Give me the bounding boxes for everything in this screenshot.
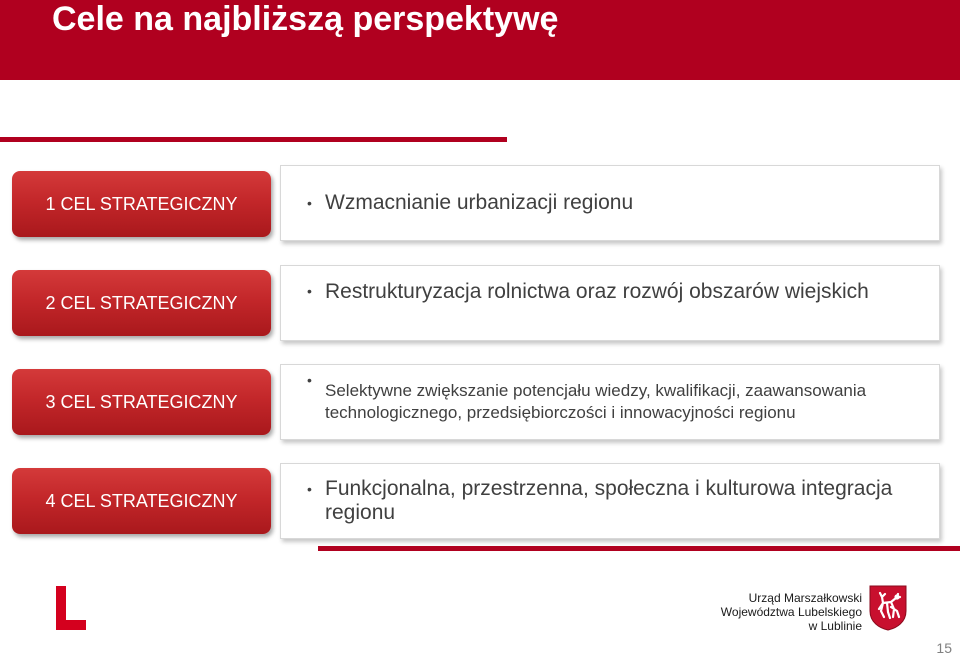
divider-top [0, 137, 507, 142]
bullet-icon: • [307, 481, 312, 497]
office-name [712, 591, 862, 633]
goal-description-text: Wzmacnianie urbanizacji regionu [325, 191, 634, 214]
goal-description-4 [280, 463, 940, 539]
page-number: 15 [936, 640, 952, 656]
lubelskie-logo-icon [54, 586, 86, 630]
office-line: Urząd Marszałkowski [748, 591, 862, 605]
goal-description-1 [280, 165, 940, 241]
goal-description-text: Selektywne zwiększanie potencjału wiedzy, kwalifikacji, zaawansowania technologicznego, przedsiębiorczości i innowacyjności regionu [325, 381, 867, 422]
office-line: Województwa Lubelskiego [720, 605, 862, 619]
goal-label-1: 1 CEL STRATEGICZNY [12, 171, 271, 237]
office-line: w Lublinie [808, 619, 862, 633]
goal-description-text: Funkcjonalna, przestrzenna, społeczna i kulturowa integracja regionu [325, 477, 893, 524]
goal-description-text: Restrukturyzacja rolnictwa oraz rozwój obszarów wiejskich [325, 280, 869, 303]
goal-label-4: 4 CEL STRATEGICZNY [12, 468, 271, 534]
bullet-icon: • [307, 283, 312, 299]
title-bar [0, 0, 960, 80]
page-title: Cele na najbliższą perspektywę [52, 0, 559, 38]
divider-bottom [318, 546, 960, 551]
coat-of-arms-icon [869, 585, 907, 631]
goal-description-3 [280, 364, 940, 440]
bullet-icon: • [307, 195, 312, 211]
goal-description-2 [280, 265, 940, 341]
bullet-icon: • [307, 372, 312, 388]
goal-label-2: 2 CEL STRATEGICZNY [12, 270, 271, 336]
goal-label-3: 3 CEL STRATEGICZNY [12, 369, 271, 435]
